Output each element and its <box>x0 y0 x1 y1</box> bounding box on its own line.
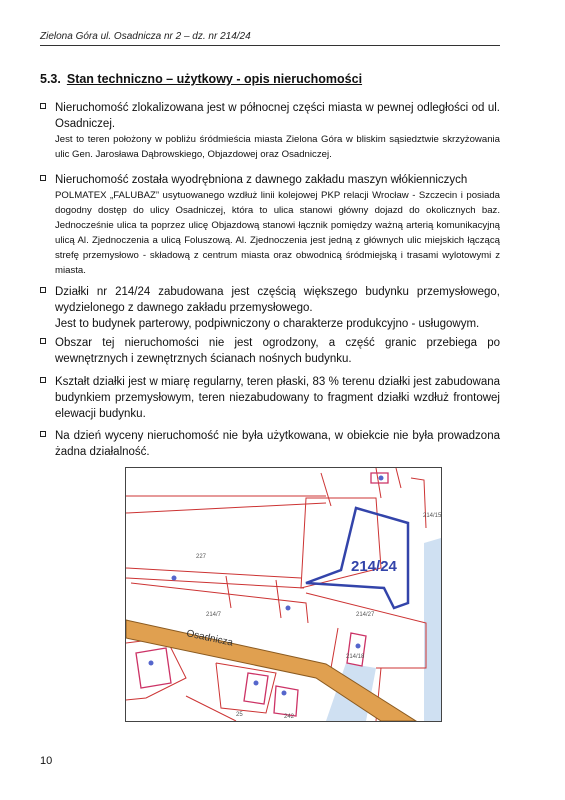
section-title: Stan techniczno – użytkowy - opis nieruchomości <box>66 72 363 86</box>
item-main-text-2: Jest to budynek parterowy, podpiwniczony o charakterze produkcyjno - usługowym. <box>55 318 480 330</box>
map-label-227: 227 <box>196 554 207 560</box>
item-main-text: Na dzień wyceny nieruchomość nie była użytkowana, w obiekcie nie była prowadzona żadna działalność. <box>55 430 500 458</box>
map-marker-icon <box>356 644 361 649</box>
cadastral-map <box>125 467 442 722</box>
map-drawing <box>126 468 441 721</box>
bullet-square-icon <box>40 338 46 344</box>
list-item <box>40 284 500 332</box>
section-number: 5.3. <box>40 72 61 86</box>
map-marker-icon <box>286 606 291 611</box>
item-main-text: Nieruchomość zlokalizowana jest w północnej części miasta w pewnej odległości od ul. Osadniczej. <box>55 102 500 130</box>
item-sub-text: POLMATEX „FALUBAZ” usytuowanego wzdłuż linii kolejowej PKP relacji Wrocław - Szczecin i posiada dogodny dostęp do ulicy Osadniczej, która to ulica stanowi główny dojazd do okolicznych baz. Jednocześnie ulica ta poprzez ulicę Objazdową stanowi łącznik pomiędzy ważną arterią komunikacyjną ulicą Al. Zjednoczenia a ulicą Foluszową. Al. Zjednoczenia jest jedną z głównych ulic miejskich łączącą strefę przemysłowo - składową z centrum miasta oraz obwodnicą śródmiejską i trasami wylotowymi z miasta. <box>55 190 500 276</box>
list-item <box>40 172 500 278</box>
bullet-square-icon <box>40 431 46 437</box>
item-main-text: Obszar tej nieruchomości nie jest ogrodzony, a część granic przebiega po wewnętrznych i zewnętrznych ścianach nośnych budynku. <box>55 337 500 365</box>
list-item <box>40 335 500 367</box>
page-number: 10 <box>40 755 53 767</box>
map-marker-icon <box>172 576 177 581</box>
map-label-242: 242 <box>284 714 295 720</box>
bullet-square-icon <box>40 175 46 181</box>
bullet-square-icon <box>40 377 46 383</box>
street-label: Osadnicza <box>185 628 234 649</box>
map-marker-icon <box>282 691 287 696</box>
map-background <box>126 468 441 721</box>
item-sub-text: Jest to teren położony w pobliżu śródmieścia miasta Zielona Góra w bliskim sąsiedztwie skrzyżowania ulic Gen. Jarosława Dąbrowskiego, Objazdowej oraz Osadniczej. <box>55 134 500 160</box>
map-label-214-27: 214/27 <box>356 612 375 618</box>
bullet-square-icon <box>40 103 46 109</box>
item-main-text: Działki nr 214/24 zabudowana jest częścią większego budynku przemysłowego, wydzielonego z dawnego zakładu przemysłowego. <box>55 286 500 314</box>
map-marker-icon <box>379 476 384 481</box>
item-main-text: Kształt działki jest w miarę regularny, teren płaski, 83 % terenu działki jest zabudowana budynkiem przemysłowym, teren niezabudowany to fragment działki wzdłuż frontowej elewacji budynku. <box>55 376 500 420</box>
section-heading <box>40 72 362 86</box>
map-label-214-18: 214/18 <box>346 654 365 660</box>
list-item <box>40 374 500 422</box>
item-main-text: Nieruchomość została wyodrębniona z dawnego zakładu maszyn włókienniczych <box>55 174 468 186</box>
map-marker-icon <box>254 681 259 686</box>
parcel-label: 214/24 <box>351 558 397 575</box>
list-item <box>40 428 500 460</box>
map-label-214-15: 214/15 <box>423 513 441 519</box>
map-label-25: 25 <box>236 712 243 718</box>
list-item <box>40 100 500 162</box>
map-marker-icon <box>149 661 154 666</box>
map-label-214-7: 214/7 <box>206 612 222 618</box>
page-header: Zielona Góra ul. Osadnicza nr 2 – dz. nr 214/24 <box>40 31 500 46</box>
bullet-square-icon <box>40 287 46 293</box>
